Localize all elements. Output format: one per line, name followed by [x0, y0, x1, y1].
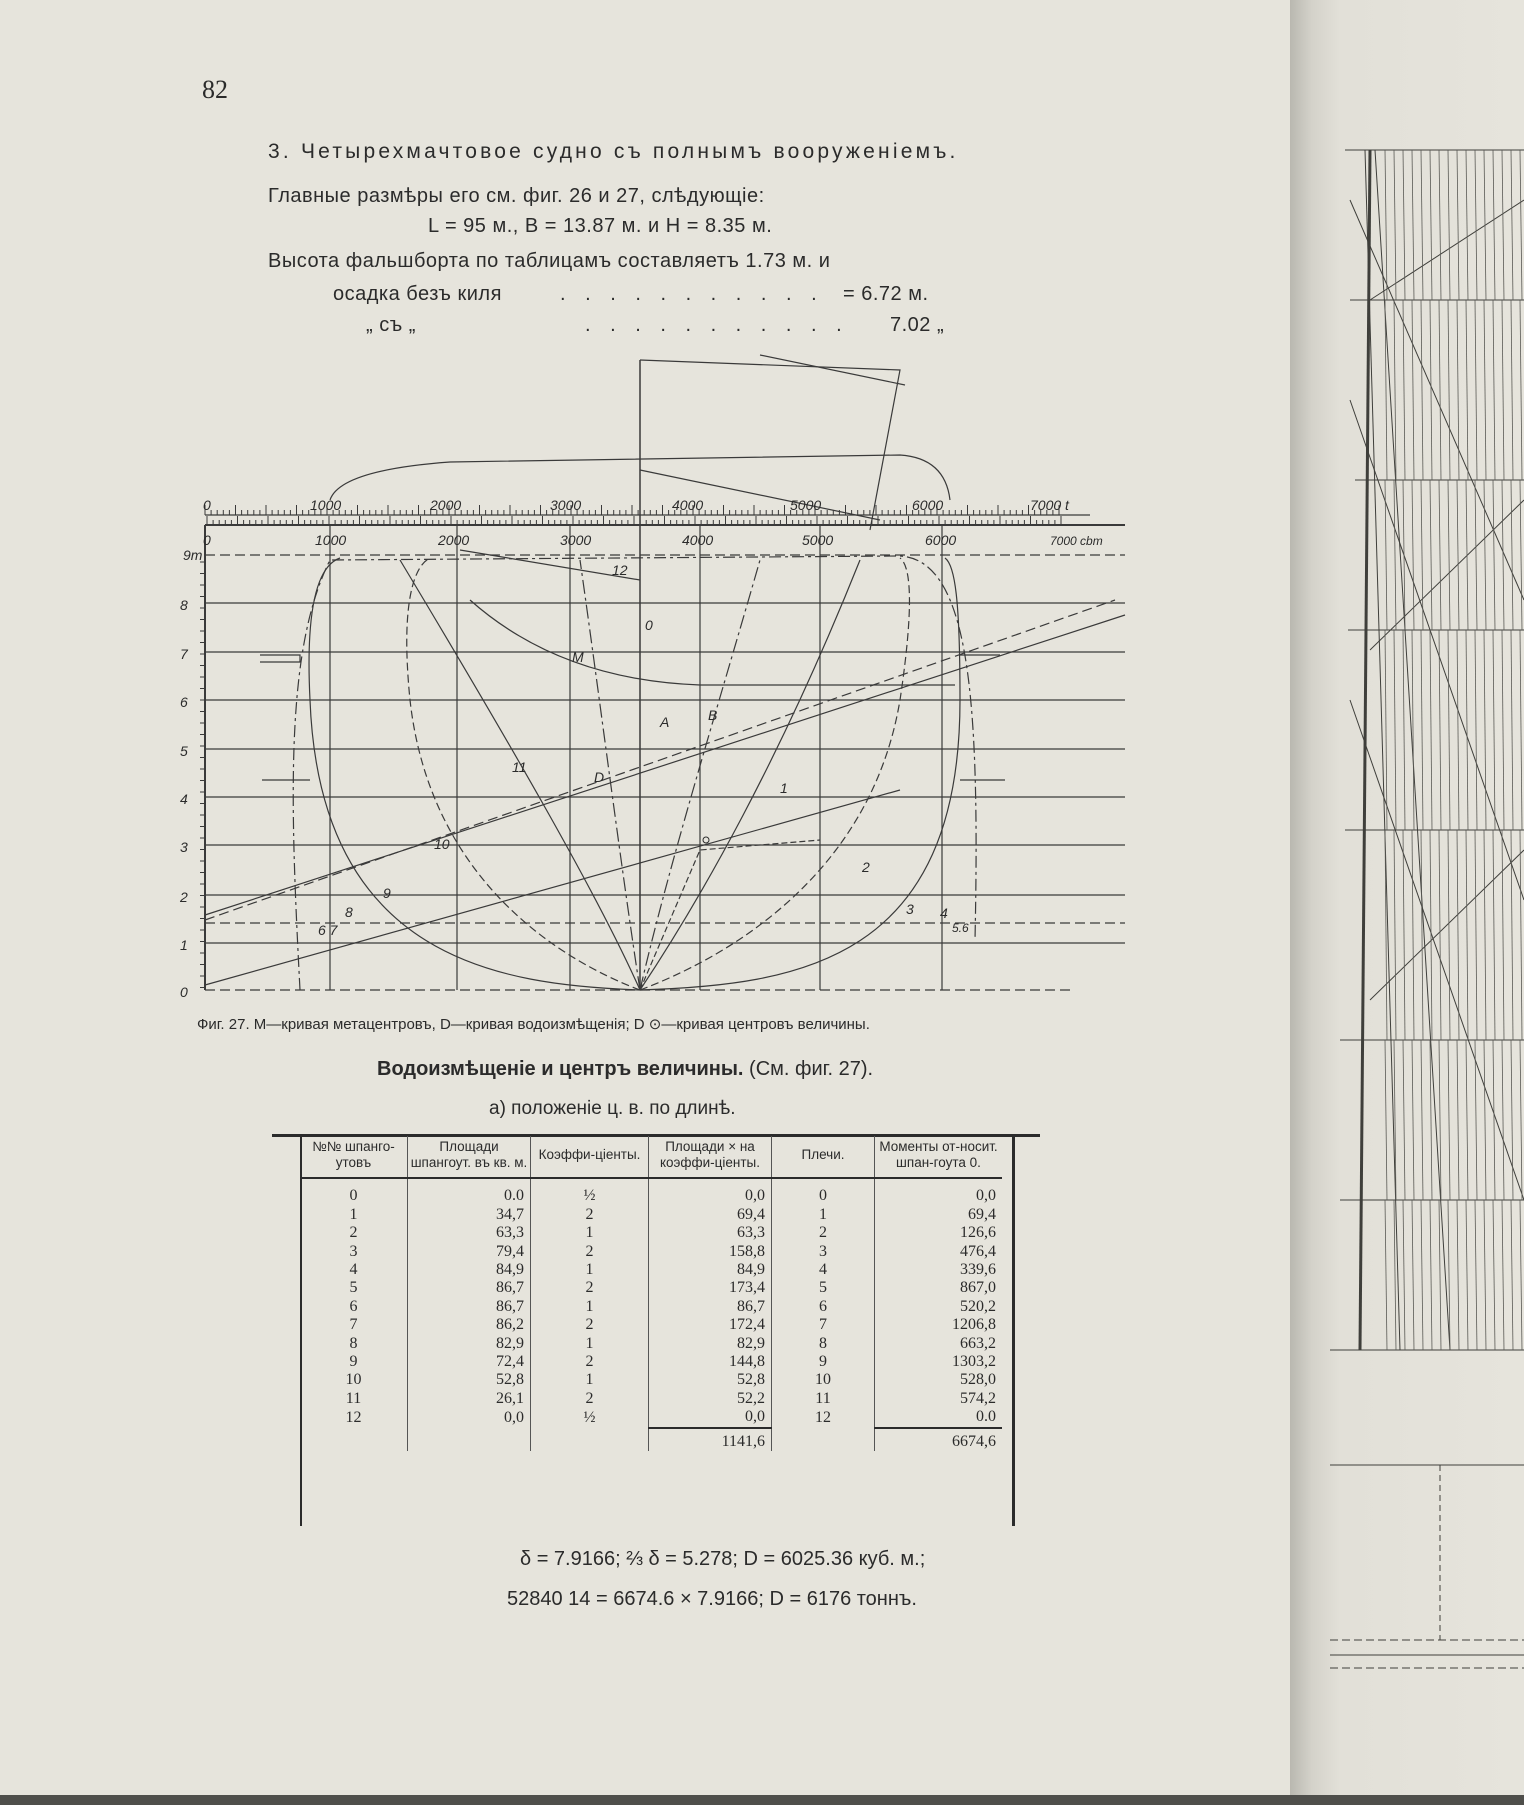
- curve-M: [470, 600, 955, 685]
- table-row: [300, 1408, 1002, 1427]
- cell-moment: 520,2: [960, 1297, 996, 1315]
- y-tick-9m: 9m: [183, 547, 203, 563]
- table-title: [377, 1058, 873, 1081]
- top-tick-1000: 1000: [310, 497, 342, 513]
- cell-frame-area: 72,4: [408, 1353, 531, 1371]
- table-row: [300, 1178, 1002, 1205]
- cell-coefficient: 2: [531, 1390, 649, 1408]
- scan-bottom-edge: [0, 1795, 1524, 1805]
- figure-27-hydrostatic-curves: [170, 345, 1150, 1010]
- axis2-tick-1000: 1000: [315, 532, 347, 548]
- axis2-tick-6000: 6000: [925, 532, 957, 548]
- y-tick-1: 1: [180, 937, 188, 953]
- total-areas: 1141,6: [649, 1428, 772, 1451]
- header-frame-area: Площади шпангоут. въ кв. м.: [408, 1136, 531, 1178]
- total-moments: 6674,6: [875, 1428, 1003, 1451]
- table-row: [300, 1206, 1002, 1224]
- cell-arm: 12: [772, 1408, 875, 1427]
- figure-caption: Фиг. 27. M—кривая метацентровъ, D—кривая водоизмѣщенія; D ⊙—кривая центровъ величины.: [197, 1016, 870, 1033]
- cell-area-times-coef: 84,9: [649, 1261, 772, 1279]
- cell-area-times-coef: 172,4: [649, 1316, 772, 1334]
- table-title-rest: (См. фиг. 27).: [743, 1058, 874, 1080]
- curve-B: [205, 615, 1125, 915]
- table-row: [300, 1224, 1002, 1242]
- cell-arm: 0: [772, 1178, 875, 1205]
- intro-line-1: Главные размѣры его см. фиг. 26 и 27, слѣдующіе:: [268, 185, 765, 207]
- cell-area-times-coef: 52,8: [649, 1371, 772, 1389]
- header-coefficient: Коэффи-ціенты.: [531, 1136, 649, 1178]
- cell-area-times-coef: 63,3: [649, 1224, 772, 1242]
- curve-label-10: 10: [434, 836, 450, 852]
- curve-label-M: M: [572, 649, 584, 665]
- sum-empty: [531, 1428, 649, 1451]
- cell-arm: 5: [772, 1279, 875, 1297]
- table-row: [300, 1279, 1002, 1297]
- cell-area-times-coef: 0,0: [649, 1178, 772, 1205]
- intro-line-4-dots: . . . . . . . . . . .: [560, 283, 824, 305]
- table-row: [300, 1298, 1002, 1316]
- cell-moment: 476,4: [960, 1242, 996, 1260]
- cell-frame-no: 9: [300, 1353, 408, 1371]
- cell-frame-no: 10: [300, 1371, 408, 1389]
- curve-label-0: 0: [645, 617, 653, 633]
- cell-coefficient: 2: [531, 1279, 649, 1297]
- cell-frame-area: 82,9: [408, 1335, 531, 1353]
- cell-arm: 7: [772, 1316, 875, 1334]
- cell-arm: 1: [772, 1206, 875, 1224]
- curve-label-11: 11: [512, 759, 527, 775]
- curve-A: [205, 600, 1115, 920]
- cell-coefficient: 1: [531, 1298, 649, 1316]
- y-tick-0: 0: [180, 984, 188, 1000]
- cell-moment: 69,4: [968, 1205, 996, 1223]
- cell-frame-no: 2: [300, 1224, 408, 1242]
- cell-frame-area: 34,7: [408, 1206, 531, 1224]
- table-title-bold: Водоизмѣщеніе и центръ величины.: [377, 1058, 744, 1080]
- curve-label-6-7: 6 7: [318, 922, 338, 938]
- axis2-tick-4000: 4000: [682, 532, 714, 548]
- curve-label-3: 3: [906, 901, 914, 917]
- cell-frame-area: 84,9: [408, 1261, 531, 1279]
- cell-moment: 0,0: [976, 1187, 996, 1205]
- table-sum-row: [300, 1428, 1002, 1451]
- cell-moment: 867,0: [960, 1279, 996, 1297]
- intro-line-4-value: = 6.72 м.: [843, 283, 929, 305]
- cell-coefficient: 2: [531, 1316, 649, 1334]
- cell-moment: 0.0: [976, 1408, 996, 1426]
- cell-arm: 2: [772, 1224, 875, 1242]
- cell-arm: 11: [772, 1390, 875, 1408]
- cell-frame-area: 52,8: [408, 1371, 531, 1389]
- cell-moment: 339,6: [960, 1261, 996, 1278]
- table-header-row: [300, 1136, 1002, 1178]
- cell-frame-no: 1: [300, 1206, 408, 1224]
- sum-empty: [772, 1428, 875, 1451]
- cell-area-times-coef: 86,7: [649, 1298, 772, 1316]
- header-moments: Моменты от-носит. шпан-гоута 0.: [875, 1136, 1003, 1178]
- cell-coefficient: 1: [531, 1224, 649, 1242]
- y-tick-4: 4: [180, 791, 188, 807]
- axis2-tick-5000: 5000: [802, 532, 834, 548]
- curve-label-1: 1: [780, 780, 788, 796]
- curve-label-A: A: [660, 714, 670, 730]
- cell-coefficient: 1: [531, 1371, 649, 1389]
- axis2-tick-7000cbm: 7000 cbm: [1050, 534, 1103, 548]
- header-area-times-coef: Площади × на коэффи-ціенты.: [649, 1136, 772, 1178]
- formula-line-1: δ = 7.9166; ⅔ δ = 5.278; D = 6025.36 куб. м.;: [520, 1548, 926, 1570]
- cell-frame-no: 0: [300, 1178, 408, 1205]
- table-row: [300, 1371, 1002, 1389]
- cell-arm: 4: [772, 1261, 875, 1279]
- intro-line-3: Высота фальшборта по таблицамъ составляетъ 1.73 м. и: [268, 250, 831, 272]
- formula-line-2: 52840 14 = 6674.6 × 7.9166; D = 6176 тоннъ.: [507, 1588, 917, 1610]
- y-tick-3: 3: [180, 839, 188, 855]
- curve-label-12: 12: [612, 562, 628, 578]
- cell-frame-no: 12: [300, 1408, 408, 1427]
- cell-coefficient: 1: [531, 1261, 649, 1279]
- curve-D: [205, 790, 900, 985]
- cell-area-times-coef: 158,8: [649, 1243, 772, 1261]
- cell-moment: 528,0: [960, 1371, 996, 1389]
- intro-line-5-value: 7.02 „: [890, 314, 945, 336]
- section-title: 3. Четырехмачтовое судно съ полнымъ вооруженіемъ.: [268, 140, 959, 163]
- center-of-buoyancy-marker: [703, 837, 709, 843]
- displacement-table: [300, 1136, 1002, 1451]
- cell-frame-no: 3: [300, 1243, 408, 1261]
- cell-area-times-coef: 69,4: [649, 1206, 772, 1224]
- axis2-tick-2000: 2000: [438, 532, 470, 548]
- page-number: 82: [202, 75, 228, 104]
- top-tick-7000t: 7000 t: [1030, 497, 1069, 513]
- cell-frame-area: 86,2: [408, 1316, 531, 1334]
- table-row: [300, 1261, 1002, 1279]
- cell-frame-area: 26,1: [408, 1390, 531, 1408]
- cell-area-times-coef: 52,2: [649, 1390, 772, 1408]
- frame-outline-max: [293, 556, 976, 990]
- table-row: [300, 1390, 1002, 1408]
- table-row: [300, 1335, 1002, 1353]
- cell-arm: 3: [772, 1243, 875, 1261]
- cell-moment: 1303,2: [952, 1353, 996, 1371]
- header-frame-no: №№ шпанго-утовъ: [300, 1136, 408, 1178]
- curve-label-4: 4: [940, 905, 948, 921]
- top-tick-5000: 5000: [790, 497, 822, 513]
- cell-arm: 10: [772, 1371, 875, 1389]
- right-page-sail-plan: [1290, 0, 1524, 1795]
- cell-frame-area: 0.0: [408, 1178, 531, 1205]
- table-row: [300, 1243, 1002, 1261]
- cell-frame-no: 7: [300, 1316, 408, 1334]
- intro-line-2: L = 95 м., B = 13.87 м. и H = 8.35 м.: [428, 215, 773, 237]
- cell-arm: 9: [772, 1353, 875, 1371]
- cell-area-times-coef: 144,8: [649, 1353, 772, 1371]
- cell-frame-no: 6: [300, 1298, 408, 1316]
- curve-label-8: 8: [345, 904, 353, 920]
- cell-moment: 1206,8: [952, 1316, 996, 1334]
- sum-empty: [300, 1428, 408, 1451]
- cell-moment: 126,6: [960, 1224, 996, 1242]
- cell-frame-area: 86,7: [408, 1298, 531, 1316]
- top-tick-6000: 6000: [912, 497, 944, 513]
- top-tick-3000: 3000: [550, 497, 582, 513]
- top-tick-4000: 4000: [672, 497, 704, 513]
- cell-area-times-coef: 0,0: [649, 1408, 772, 1427]
- cell-coefficient: ½: [531, 1178, 649, 1205]
- cell-area-times-coef: 173,4: [649, 1279, 772, 1297]
- cell-coefficient: 2: [531, 1243, 649, 1261]
- cell-frame-no: 8: [300, 1335, 408, 1353]
- cell-frame-no: 5: [300, 1279, 408, 1297]
- header-arm: Плечи.: [772, 1136, 875, 1178]
- curve-label-D: D: [594, 769, 605, 785]
- curve-label-5-6: 5.6: [952, 921, 969, 935]
- table-row: [300, 1353, 1002, 1371]
- curve-label-B: B: [708, 707, 718, 723]
- axis2-tick-3000: 3000: [560, 532, 592, 548]
- cell-moment: 663,2: [960, 1334, 996, 1352]
- intro-line-4-label: осадка безъ киля: [333, 283, 502, 305]
- sail-plan-drawing: [1290, 0, 1524, 1795]
- cell-arm: 6: [772, 1298, 875, 1316]
- intro-line-5-label: „ съ „: [366, 314, 416, 336]
- y-tick-2: 2: [180, 889, 188, 905]
- top-tick-2000: 2000: [430, 497, 462, 513]
- cell-frame-area: 86,7: [408, 1279, 531, 1297]
- cell-frame-no: 11: [300, 1390, 408, 1408]
- curve-label-9: 9: [383, 885, 391, 901]
- y-tick-7: 7: [180, 646, 188, 662]
- cell-coefficient: 2: [531, 1353, 649, 1371]
- y-tick-5: 5: [180, 743, 188, 759]
- y-tick-8: 8: [180, 597, 188, 613]
- table-subtitle: а) положеніе ц. в. по длинѣ.: [489, 1098, 736, 1119]
- table-right-rule: [1012, 1136, 1015, 1526]
- axis2-tick-0: 0: [203, 532, 211, 548]
- top-tick-0: 0: [203, 497, 211, 513]
- cell-area-times-coef: 82,9: [649, 1335, 772, 1353]
- cell-frame-no: 4: [300, 1261, 408, 1279]
- cell-coefficient: 2: [531, 1206, 649, 1224]
- y-tick-6: 6: [180, 694, 188, 710]
- cell-frame-area: 79,4: [408, 1243, 531, 1261]
- cell-coefficient: 1: [531, 1335, 649, 1353]
- cell-arm: 8: [772, 1335, 875, 1353]
- sum-empty: [408, 1428, 531, 1451]
- cell-moment: 574,2: [960, 1389, 996, 1407]
- cell-frame-area: 63,3: [408, 1224, 531, 1242]
- intro-line-5-dots: . . . . . . . . . . .: [585, 314, 849, 336]
- table-row: [300, 1316, 1002, 1334]
- curve-label-2: 2: [862, 859, 870, 875]
- cell-coefficient: ½: [531, 1408, 649, 1427]
- cell-frame-area: 0,0: [408, 1408, 531, 1427]
